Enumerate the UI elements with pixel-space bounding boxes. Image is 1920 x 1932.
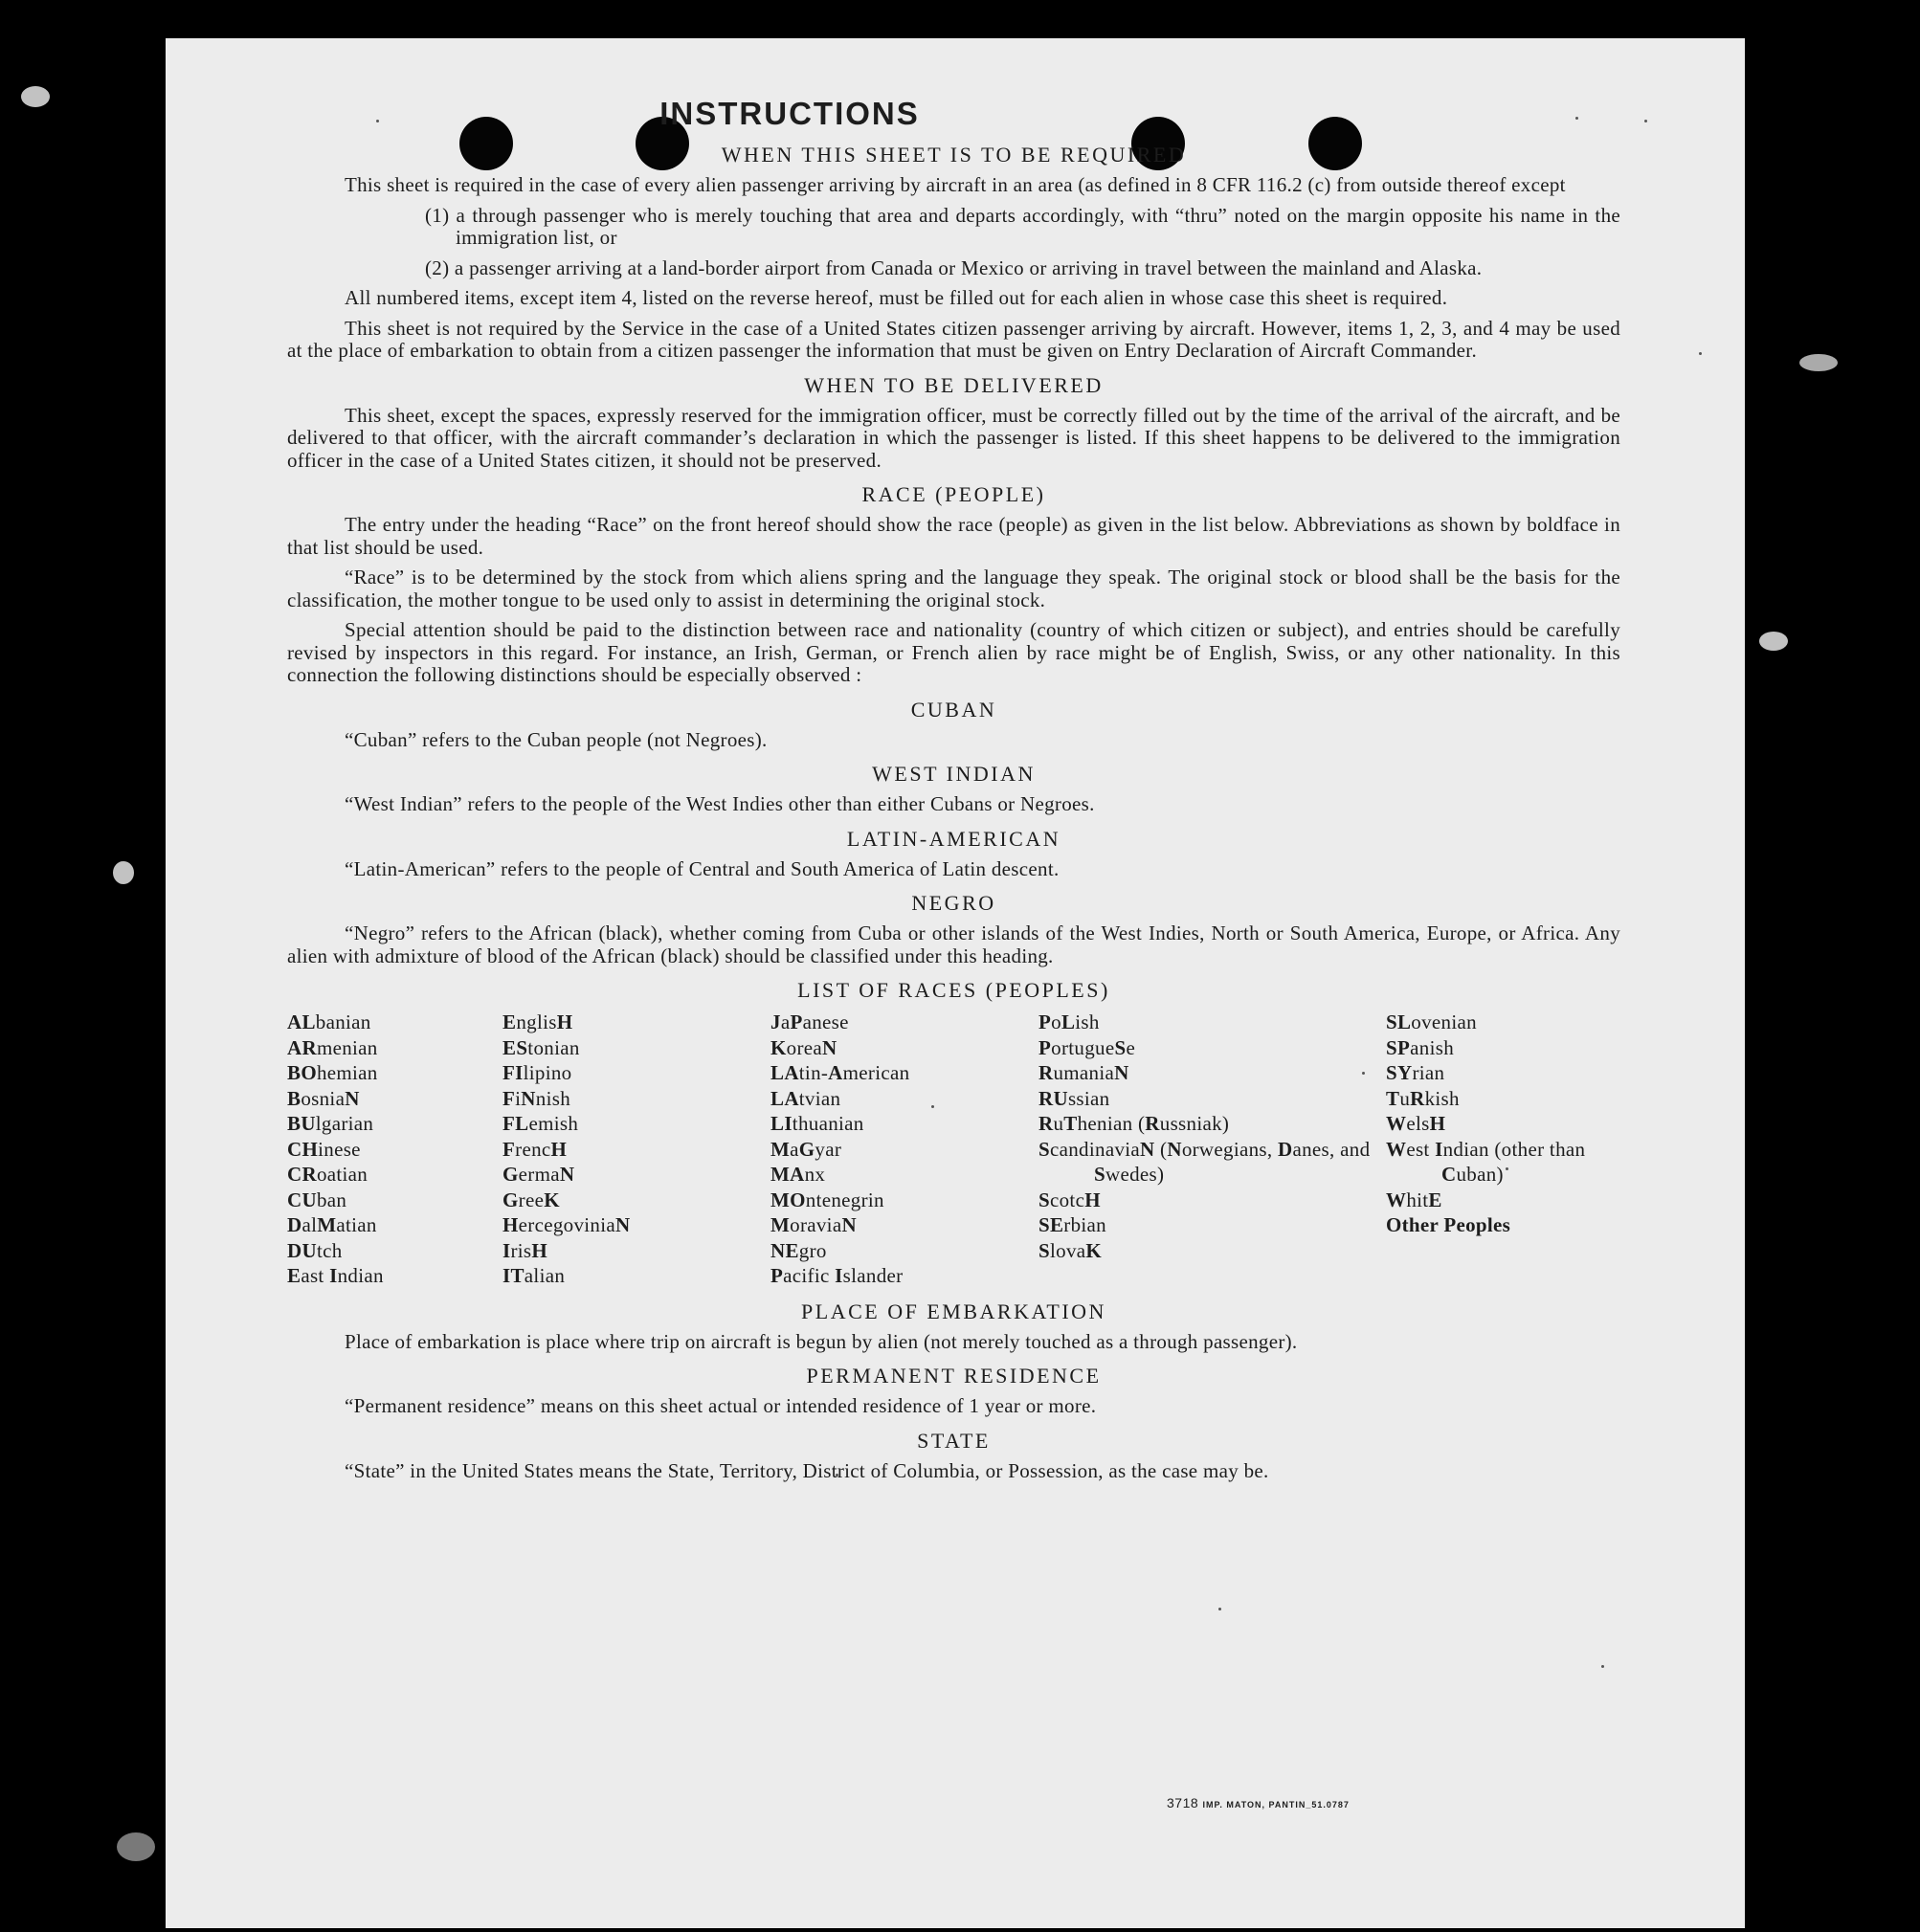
print-footer bbox=[1167, 1795, 1350, 1810]
section-heading: CUBAN bbox=[910, 697, 997, 722]
race-entry: SLovenian bbox=[1386, 1010, 1477, 1033]
paragraph: “Permanent residence” means on this sheet actual or intended residence of 1 year or more. bbox=[345, 1394, 1097, 1417]
paragraph: All numbered items, except item 4, listed on the reverse hereof, must be filled out for each alien in whose case this sheet is required. bbox=[345, 286, 1448, 309]
scan-speck bbox=[113, 861, 134, 884]
race-entry: MaGyar bbox=[770, 1137, 842, 1161]
race-entry: JaPanese bbox=[770, 1010, 849, 1033]
race-entry: TuRkish bbox=[1386, 1086, 1460, 1110]
race-entry: EStonian bbox=[502, 1035, 580, 1059]
race-entry: FrencH bbox=[502, 1137, 568, 1161]
race-column bbox=[1038, 1010, 1386, 1289]
race-column bbox=[1386, 1010, 1620, 1289]
race-entry: ALbanian bbox=[287, 1010, 371, 1033]
scan-speck bbox=[1759, 632, 1788, 651]
race-entry: PortugueSe bbox=[1038, 1035, 1136, 1059]
exception-item: (2) a passenger arriving at a land-border airport from Canada or Mexico or arriving in travel between the mainland and Alaska. bbox=[425, 255, 1483, 279]
race-entry: LIthuanian bbox=[770, 1112, 864, 1135]
section-heading: PERMANENT RESIDENCE bbox=[806, 1364, 1102, 1388]
paragraph: Special attention should be paid to the distinction between race and nationality (country of which citizen or subject), and entries should be carefully revised by inspectors in this regard. For instance, an Irish, German, or French alien by race might be of English, Swiss, or any other nationality. In this connection the following distinctions should be especially observed : bbox=[287, 618, 1620, 686]
section-heading: PLACE OF EMBARKATION bbox=[801, 1299, 1106, 1323]
paragraph: Place of embarkation is place where trip on aircraft is begun by alien (not merely touched as a through passenger). bbox=[345, 1329, 1298, 1353]
race-entry: Other Peoples bbox=[1386, 1213, 1511, 1236]
race-entry: LAtin-American bbox=[770, 1061, 910, 1084]
page-title: INSTRUCTIONS bbox=[659, 96, 920, 131]
race-entry: RUssian bbox=[1038, 1086, 1110, 1110]
section-heading: WEST INDIAN bbox=[872, 762, 1036, 786]
race-entry: FLemish bbox=[502, 1112, 579, 1135]
race-entry: BOhemian bbox=[287, 1061, 378, 1084]
paragraph: “Negro” refers to the African (black), whether coming from Cuba or other islands of the West Indies, North or South America, Europe, or Africa. Any alien with admixture of blood of the African (black) should be classified under this heading. bbox=[287, 922, 1620, 967]
section-heading: WHEN THIS SHEET IS TO BE REQUIRED bbox=[721, 143, 1187, 167]
instructions-body bbox=[287, 144, 1620, 1490]
section-heading: LIST OF RACES (PEOPLES) bbox=[797, 978, 1110, 1002]
race-entry: ScotcH bbox=[1038, 1188, 1101, 1211]
race-entry: BosniaN bbox=[287, 1086, 360, 1110]
race-entry: RumaniaN bbox=[1038, 1061, 1129, 1084]
race-column bbox=[287, 1010, 502, 1289]
race-entry: CUban bbox=[287, 1188, 347, 1211]
race-entry: DalMatian bbox=[287, 1213, 377, 1236]
race-entry: KoreaN bbox=[770, 1035, 837, 1059]
race-entry: BUlgarian bbox=[287, 1112, 374, 1135]
paragraph: “Race” is to be determined by the stock from which aliens spring and the language they speak. The original stock or blood shall be the basis for the classification, the mother tongue to be used only to assist in determining the original stock. bbox=[287, 566, 1620, 611]
race-entry: GreeK bbox=[502, 1188, 560, 1211]
race-entry: West Indian (other than Cuban) bbox=[1386, 1137, 1586, 1186]
race-entry: SlovaK bbox=[1038, 1238, 1103, 1262]
race-list bbox=[287, 1010, 1620, 1289]
scan-speck bbox=[1799, 354, 1838, 371]
race-entry: HercegoviniaN bbox=[502, 1213, 631, 1236]
race-entry: ScandinaviaN (Norwegians, Danes, and Swedes) bbox=[1038, 1137, 1371, 1186]
race-entry: DUtch bbox=[287, 1238, 343, 1262]
race-entry: FiNnish bbox=[502, 1086, 570, 1110]
race-entry: EnglisH bbox=[502, 1010, 573, 1033]
race-entry: IrisH bbox=[502, 1238, 548, 1262]
race-entry: MAnx bbox=[770, 1163, 826, 1186]
paragraph: The entry under the heading “Race” on the front hereof should show the race (people) as given in the list below. Abbreviations as shown by boldface in that list should be used. bbox=[287, 513, 1620, 559]
section-heading: WHEN TO BE DELIVERED bbox=[804, 372, 1104, 397]
section-heading: LATIN-AMERICAN bbox=[846, 826, 1061, 851]
section-heading: RACE (PEOPLE) bbox=[861, 482, 1046, 506]
race-entry: ARmenian bbox=[287, 1035, 378, 1059]
race-entry: SErbian bbox=[1038, 1213, 1106, 1236]
race-entry: CHinese bbox=[287, 1137, 361, 1161]
race-entry: SPanish bbox=[1386, 1035, 1454, 1059]
race-entry: PoLish bbox=[1038, 1010, 1100, 1033]
paragraph: “Latin-American” refers to the people of Central and South America of Latin descent. bbox=[345, 856, 1060, 880]
section-heading: STATE bbox=[917, 1428, 991, 1453]
paragraph: This sheet, except the spaces, expressly reserved for the immigration officer, must be correctly filled out by the time of the arrival of the aircraft, and be delivered to that officer, with the aircraft commander’s declaration in which the passenger is listed. If this sheet happens to be delivered to the immigration officer in the case of a United States citizen, it should not be preserved. bbox=[287, 403, 1620, 472]
race-entry: GermaN bbox=[502, 1163, 575, 1186]
form-number: 3718 bbox=[1167, 1795, 1199, 1810]
race-entry: ITalian bbox=[502, 1264, 566, 1287]
scan-speck bbox=[117, 1832, 155, 1861]
paragraph: “State” in the United States means the State, Territory, District of Columbia, or Possession, as the case may be. bbox=[345, 1458, 1269, 1482]
section-heading: NEGRO bbox=[911, 891, 996, 915]
paragraph: “Cuban” refers to the Cuban people (not Negroes). bbox=[345, 727, 768, 751]
race-entry: SYrian bbox=[1386, 1061, 1445, 1084]
paragraph: This sheet is not required by the Service in the case of a United States citizen passenger arriving by aircraft. However, items 1, 2, 3, and 4 may be used at the place of embarkation to obtain from a citizen passenger the information that must be given on Entry Declaration of Aircraft Commander. bbox=[287, 316, 1620, 362]
race-entry: WelsH bbox=[1386, 1112, 1446, 1135]
exception-item: (1) a through passenger who is merely touching that area and departs accordingly, with “thru” noted on the margin opposite his name in the immigration list, or bbox=[425, 203, 1620, 249]
printer-mark: IMP. MATON, PANTIN_51.0787 bbox=[1202, 1800, 1350, 1810]
race-column bbox=[502, 1010, 770, 1289]
race-entry: LAtvian bbox=[770, 1086, 841, 1110]
race-column bbox=[770, 1010, 1038, 1289]
race-entry: Pacific Islander bbox=[770, 1264, 904, 1287]
race-entry: CRoatian bbox=[287, 1163, 368, 1186]
race-entry: NEgro bbox=[770, 1238, 827, 1262]
race-entry: RuThenian (Russniak) bbox=[1038, 1112, 1230, 1135]
race-entry: East Indian bbox=[287, 1264, 384, 1287]
paragraph: This sheet is required in the case of every alien passenger arriving by aircraft in an area (as defined in 8 CFR 116.2 (c) from outside thereof except bbox=[345, 173, 1566, 196]
race-entry: MoraviaN bbox=[770, 1213, 857, 1236]
race-entry: FIlipino bbox=[502, 1061, 572, 1084]
paragraph: “West Indian” refers to the people of the West Indies other than either Cubans or Negroes. bbox=[345, 792, 1095, 815]
race-entry: MOntenegrin bbox=[770, 1188, 884, 1211]
race-entry: WhitE bbox=[1386, 1188, 1442, 1211]
